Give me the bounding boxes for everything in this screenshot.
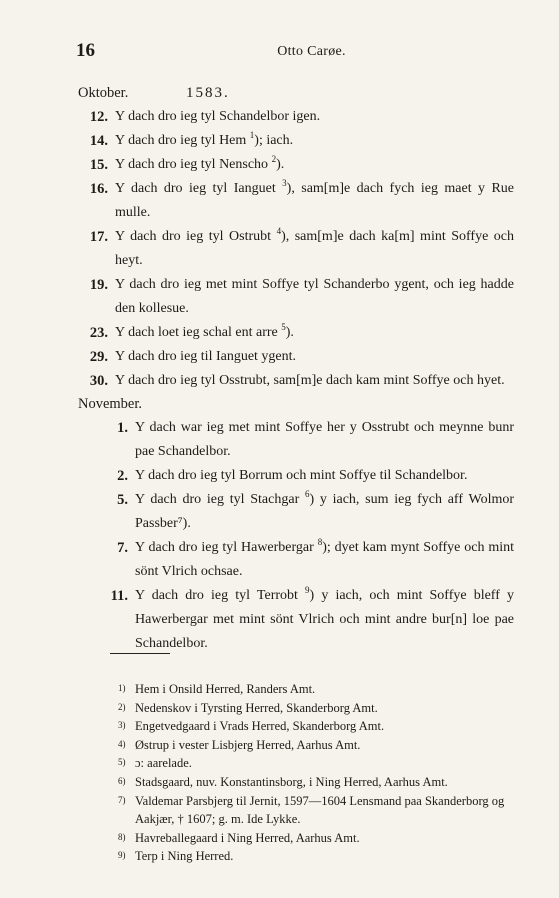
diary-entries [78, 82, 514, 656]
diary-entry [78, 321, 514, 345]
footnote-text: Terp i Ning Herred. [135, 849, 234, 864]
entry-text: Y dach dro ieg tyl Hawerbergar $^8$); dyet kam mynt Soffye och mint sönt Vlrich ochsae. [135, 537, 515, 579]
page-number: 16 [76, 40, 95, 61]
entry-day: 1. [117, 420, 128, 436]
entry-text: Y dach dro ieg tyl Ianguet $^3$), sam[m]e dach fych ieg maet y Rue mulle. [115, 178, 515, 220]
entry-day: 5. [117, 492, 128, 508]
footnote-ref[interactable]: 3 [282, 178, 287, 188]
diary-entry [78, 536, 514, 584]
footnote-mark: 1) [118, 683, 126, 693]
month-heading [78, 393, 514, 416]
footnotes [118, 680, 518, 866]
footnote-mark: 8) [118, 831, 126, 842]
diary-entry [78, 129, 514, 153]
entry-text: Y dach war ieg met mint Soffye her y Osstrubt och meynne bunr pae Schandelbor. [135, 420, 514, 459]
footnote-ref[interactable]: 4 [276, 226, 282, 236]
footnote-text: Stadsgaard, nuv. Konstantinsborg, i Ning Herred, Aarhus Amt. [135, 774, 448, 789]
diary-entry [78, 488, 514, 536]
entry-text: Y dach dro ieg tyl Terrobt $^9$) y iach, och mint Soffye bleff y Hawerbergar met mint sönt Vlrich och mint andre bur[n] loe pae Schandelbor. [135, 585, 515, 651]
footnote-mark: 3) [118, 720, 126, 731]
footnote [118, 736, 518, 755]
footnote-ref[interactable]: 6 [304, 489, 310, 499]
footnote [118, 829, 518, 848]
entry-day: 7. [117, 540, 128, 556]
footnote-text: Nedenskov i Tyrsting Herred, Skanderborg Amt. [135, 700, 378, 715]
diary-entry [78, 584, 514, 656]
month-name: Oktober. [78, 85, 129, 101]
entry-day: 30. [89, 373, 108, 389]
footnote [118, 792, 518, 829]
footnote-text: Havreballegaard i Ning Herred, Aarhus Amt. [135, 830, 360, 845]
entry-day: 17. [89, 229, 108, 245]
footnote [118, 754, 518, 773]
footnote-ref[interactable]: 2 [271, 154, 277, 164]
footnote [118, 699, 518, 718]
month-heading [78, 82, 514, 105]
entry-day: 16. [89, 181, 108, 197]
entry-day: 14. [89, 133, 108, 149]
entry-day: 15. [89, 157, 108, 173]
diary-entry [78, 273, 514, 321]
footnote-mark: 9) [118, 850, 126, 861]
entry-day: 19. [89, 277, 108, 293]
footnote-ref[interactable]: 1 [249, 130, 255, 140]
footnote-ref[interactable]: 5 [281, 322, 286, 332]
entry-text: Y dach dro ieg tyl Borrum och mint Soffye til Schandelbor. [135, 468, 468, 483]
entry-day: 12. [89, 109, 108, 125]
footnote-ref[interactable]: 8 [317, 537, 323, 547]
footnote [118, 680, 518, 699]
footnote-mark: 7) [118, 794, 126, 805]
entry-text: Y dach dro ieg met mint Soffye tyl Schanderbo ygent, och ieg hadde den kollesue. [115, 277, 514, 316]
footnote-divider [110, 653, 170, 654]
running-head: Otto Carøe. [277, 44, 346, 59]
diary-entry [78, 177, 514, 225]
entry-day: 29. [89, 349, 108, 365]
entry-text: Y dach dro ieg tyl Hem $^1$); iach. [115, 130, 294, 148]
footnote-mark: 2) [118, 701, 126, 712]
diary-entry [78, 345, 514, 369]
entry-text: Y dach loet ieg schal ent arre $^5$). [115, 322, 294, 340]
footnote-mark: 6) [118, 775, 126, 786]
diary-entry [78, 416, 514, 464]
footnote-mark: 4) [118, 738, 126, 749]
month-entries [78, 416, 514, 656]
entry-text: Y dach dro ieg tyl Ostrubt $^4$), sam[m]e dach ka[m] mint Soffye och heyt. [115, 226, 514, 268]
diary-entry [78, 105, 514, 129]
footnote-text: Hem i Onsild Herred, Randers Amt. [135, 682, 316, 696]
diary-entry [78, 369, 514, 393]
footnote [118, 773, 518, 792]
footnote [118, 717, 518, 736]
diary-entry [78, 153, 514, 177]
year-heading: 1583. [186, 85, 230, 101]
entry-day: 11. [110, 588, 128, 604]
entry-text: Y dach dro ieg tyl Stachgar $^6$) y iach, sum ieg fych aff Wolmor Passber⁷). [135, 489, 515, 531]
footnote-text: Engetvedgaard i Vrads Herred, Skanderborg Amt. [135, 719, 385, 734]
footnote-text: Østrup i vester Lisbjerg Herred, Aarhus Amt. [135, 737, 361, 752]
entry-text: Y dach dro ieg tyl Osstrubt, sam[m]e dach kam mint Soffye och hyet. [115, 373, 505, 388]
page-header [74, 40, 519, 66]
footnote-mark: 5) [118, 757, 126, 768]
footnote-text: Valdemar Parsbjerg til Jernit, 1597—1604 Lensmand paa Skanderborg og Aakjær, † 1607; g. m. Ide Lykke. [135, 793, 505, 827]
entry-text: Y dach dro ieg tyl Nenscho $^2$). [115, 154, 285, 172]
footnote [118, 847, 518, 866]
entry-text: Y dach dro ieg til Ianguet ygent. [115, 349, 297, 364]
entry-day: 2. [117, 468, 128, 484]
entry-text: Y dach dro ieg tyl Schandelbor igen. [115, 109, 321, 124]
diary-entry [78, 464, 514, 488]
month-name: November. [78, 396, 143, 412]
footnote-text: ɔ: aarelade. [135, 756, 192, 771]
footnote-ref[interactable]: 9 [305, 585, 310, 595]
entry-day: 23. [89, 325, 108, 341]
diary-entry [78, 225, 514, 273]
